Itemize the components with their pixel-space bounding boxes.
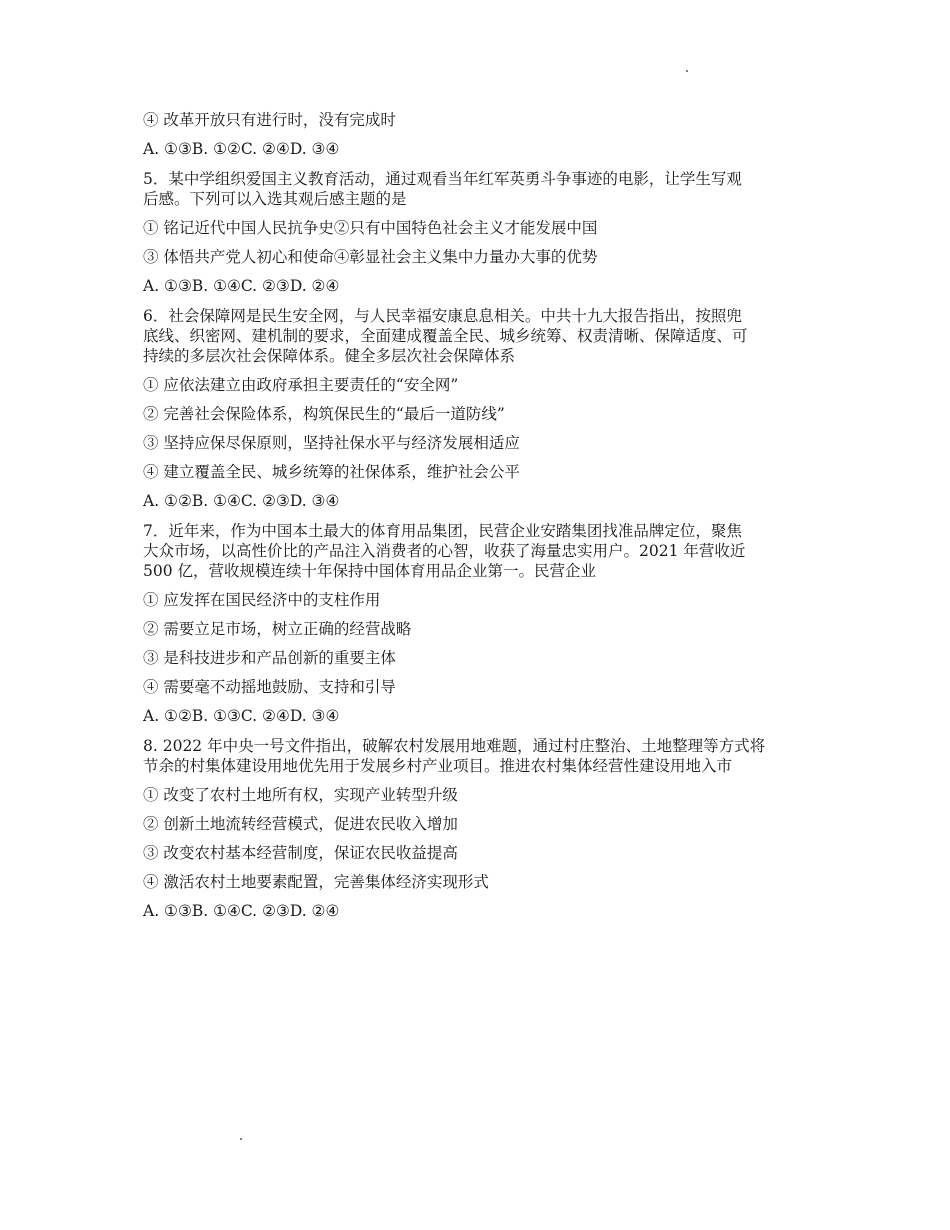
- stem-line: 5．某中学组织爱国主义教育活动，通过观看当年红军英勇斗争事迹的电影，让学生写观: [143, 170, 742, 188]
- option-line: ② 需要立足市场，树立正确的经营战略: [143, 620, 412, 638]
- question-stem: [143, 736, 823, 776]
- stem-line: 持续的多层次社会保障体系。健全多层次社会保障体系: [143, 347, 516, 365]
- option-line: ③ 是科技进步和产品创新的重要主体: [143, 649, 396, 667]
- stem-line: 500 亿，营收规模连续十年保持中国体育用品企业第一。民营企业: [143, 562, 597, 580]
- page-mark-dot: [240, 1138, 242, 1140]
- question-5: [143, 169, 823, 296]
- answer-choices: A. ①③B. ①④C. ②③D. ②④: [143, 902, 340, 920]
- stem-line: 节余的村集体建设用地优先用于发展乡村产业项目。推进农村集体经营性建设用地入市: [143, 757, 733, 775]
- question-content: [143, 110, 823, 931]
- question-8: [143, 736, 823, 921]
- page-mark-dot: [686, 70, 688, 72]
- option-line: ④ 激活农村土地要素配置，完善集体经济实现形式: [143, 873, 489, 891]
- stem-line: 底线、织密网、建机制的要求，全面建成覆盖全民、城乡统筹、权责清晰、保障适度、可: [143, 327, 748, 345]
- answer-choices: A. ①③B. ①④C. ②③D. ②④: [143, 277, 340, 295]
- option-line: ④ 建立覆盖全民、城乡统筹的社保体系，维护社会公平: [143, 463, 520, 481]
- option-line: ④ 改革开放只有进行时，没有完成时: [143, 111, 396, 129]
- answer-choices: A. ①②B. ①③C. ②④D. ③④: [143, 707, 340, 725]
- option-line: ② 完善社会保险体系，构筑保民生的“最后一道防线”: [143, 405, 505, 423]
- question-stem: [143, 169, 823, 209]
- option-line: ③ 体悟共产党人初心和使命④彰显社会主义集中力量办大事的优势: [143, 248, 598, 266]
- option-line: ① 应发挥在国民经济中的支柱作用: [143, 591, 381, 609]
- stem-line: 7．近年来，作为中国本土最大的体育用品集团，民营企业安踏集团找准品牌定位，聚焦: [143, 522, 742, 540]
- option-line: ② 创新土地流转经营模式，促进农民收入增加: [143, 815, 458, 833]
- stem-line: 大众市场，以高性价比的产品注入消费者的心智，收获了海量忠实用户。2021 年营收近: [143, 542, 746, 560]
- option-line: ① 应依法建立由政府承担主要责任的“安全网”: [143, 376, 459, 394]
- question-stem: [143, 306, 823, 366]
- option-line: ③ 坚持应保尽保原则，坚持社保水平与经济发展相适应: [143, 434, 520, 452]
- question-7: [143, 521, 823, 726]
- option-line: ④ 需要毫不动摇地鼓励、支持和引导: [143, 678, 396, 696]
- answer-choices: A. ①③B. ①②C. ②④D. ③④: [143, 140, 340, 158]
- previous-question-tail: [143, 110, 823, 159]
- question-6: [143, 306, 823, 511]
- stem-line: 6．社会保障网是民生安全网，与人民幸福安康息息相关。中共十九大报告指出，按照兜: [143, 307, 742, 325]
- option-line: ③ 改变农村基本经营制度，保证农民收益提高: [143, 844, 458, 862]
- question-stem: [143, 521, 823, 581]
- stem-line: 后感。下列可以入选其观后感主题的是: [143, 190, 407, 208]
- option-line: ① 铭记近代中国人民抗争史②只有中国特色社会主义才能发展中国: [143, 219, 598, 237]
- option-line: ① 改变了农村土地所有权，实现产业转型升级: [143, 786, 458, 804]
- answer-choices: A. ①②B. ①④C. ②③D. ③④: [143, 492, 340, 510]
- stem-line: 8. 2022 年中央一号文件指出，破解农村发展用地难题，通过村庄整治、土地整理等方式将: [143, 737, 766, 755]
